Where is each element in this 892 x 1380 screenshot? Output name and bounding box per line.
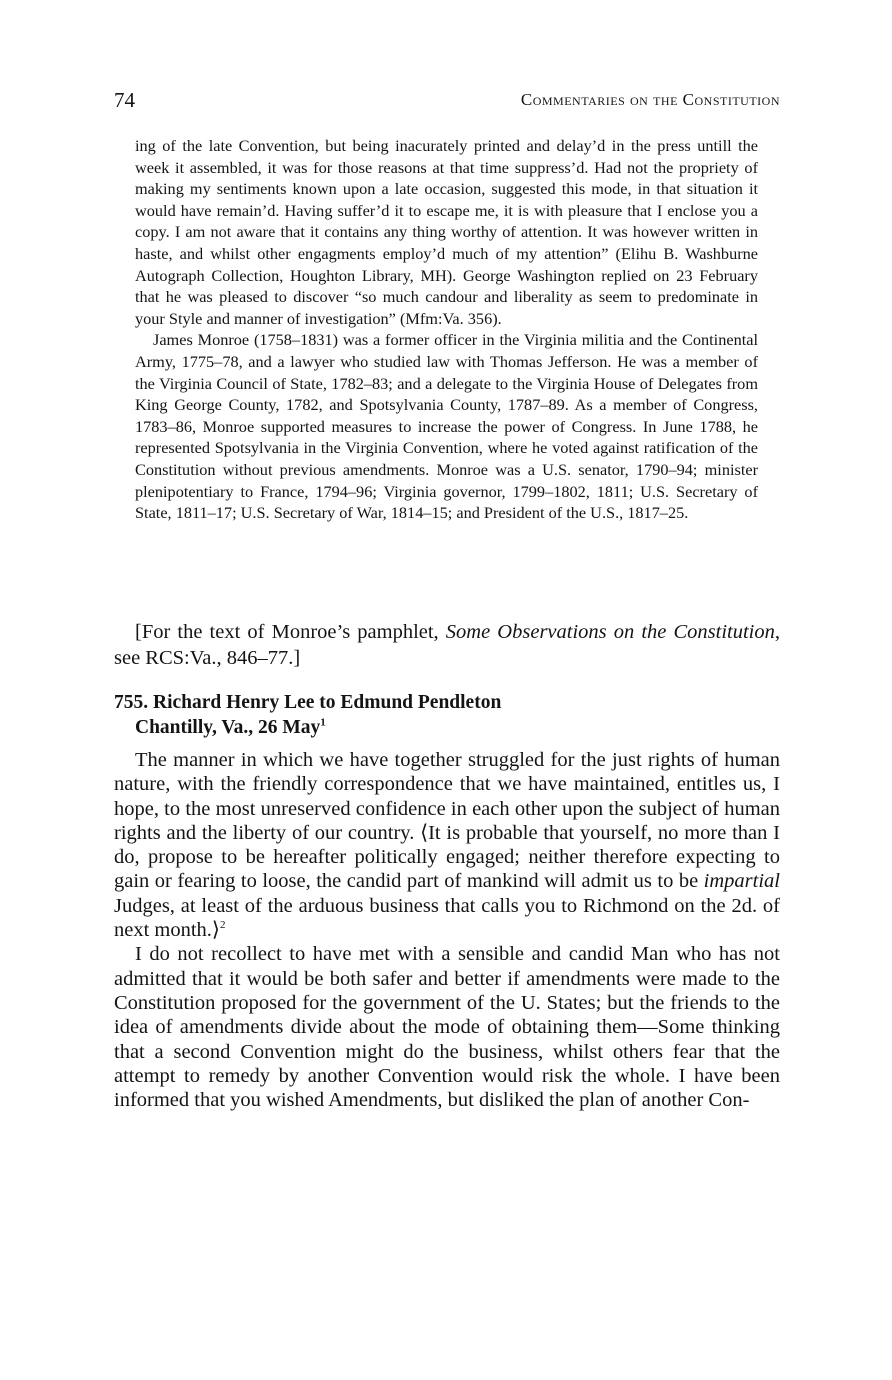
note-paragraph: ing of the late Convention, but being inacurately printed and delay’d in the press untill the week it assembled, it was for those reasons at that time suppress’d. Had not the propriety of making my sentiments known upon a late occasion, suggested this mode, in that situation it would have remain’d. Having suffer’d it to escape me, it is with pleasure that I enclose you a copy. I am not aware that it contains any thing worthy of attention. It was however written in haste, and whilst other engagments employ’d much of my attention” (Elihu B. Washburne Autograph Collection, Houghton Library, MH). George Washington replied on 23 February that he was pleased to discover “so much candour and liberality as seem to predominate in your Style and manner of investigation” (Mfm:Va. 356). [135,136,758,328]
letter-text: Judges, at least of the arduous business that calls you to Richmond on the 2d. of next month.⟩ [114,894,780,942]
dateline-text: Chantilly, Va., 26 May [135,717,321,738]
pamphlet-title: Some Observations on the Constitution [445,621,775,643]
letter-paragraph: I do not recollect to have met with a sensible and candid Man who has not admitted that it would be both safer and better if amendments were made to the Constitution proposed for the government of the U. States; but the friends to the idea of amendments divide about the mode of obtaining them—Some thinking that a second Convention might do the business, whilst others fear that the attempt to remedy by another Convention would risk the whole. I have been informed that you wished Amendments, but disliked the plan of another Con- [114,943,780,1112]
footnote-ref[interactable]: 1 [320,716,326,729]
letter-paragraph [114,748,780,942]
bracketed-note [114,619,780,671]
page-header [114,88,780,118]
bracketed-note-text: [For the text of Monroe’s pamphlet, [135,621,446,643]
editorial-notes [135,135,758,524]
document-dateline [114,715,780,740]
bracketed-note-citation: , see RCS:Va., 846–77.] [114,621,781,669]
letter-text: The manner in which we have together struggled for the just rights of human nature, with the friendly correspondence that we have maintained, entitles us, I hope, to the most unreserved confidence in each other upon the subject of human rights and the liberty of our country. ⟨It is probable that yourself, no more than I do, propose to be hereafter politically engaged; neither therefore expecting to gain or fearing to loose, the candid part of mankind will admit us to be [114,749,780,893]
document-heading [114,690,780,740]
letter-body [114,748,780,1112]
page-number: 74 [114,88,135,112]
footnote-ref[interactable]: 2 [219,919,226,932]
italic-word: impartial [703,870,780,893]
running-head: Commentaries on the Constitution [520,90,780,109]
note-paragraph-monroe-bio: James Monroe (1758–1831) was a former officer in the Virginia militia and the Continental Army, 1775–78, and a lawyer who studied law with Thomas Jefferson. He was a member of the Virginia Council of State, 1782–83; and a delegate to the Virginia House of Delegates from King George County, 1782, and Spotsylvania County, 1787–89. As a member of Congress, 1783–86, Monroe supported measures to increase the power of Congress. In June 1788, he represented Spotsylvania in the Virginia Convention, where he voted against ratification of the Constitution without previous amendments. Monroe was a U.S. senator, 1790–94; minister plenipotentiary to France, 1794–96; Virginia governor, 1799–1802, 1811; U.S. Secretary of State, 1811–17; U.S. Secretary of War, 1814–15; and President of the U.S., 1817–25. [135,330,758,523]
document-title: 755. Richard Henry Lee to Edmund Pendleton [114,692,502,713]
